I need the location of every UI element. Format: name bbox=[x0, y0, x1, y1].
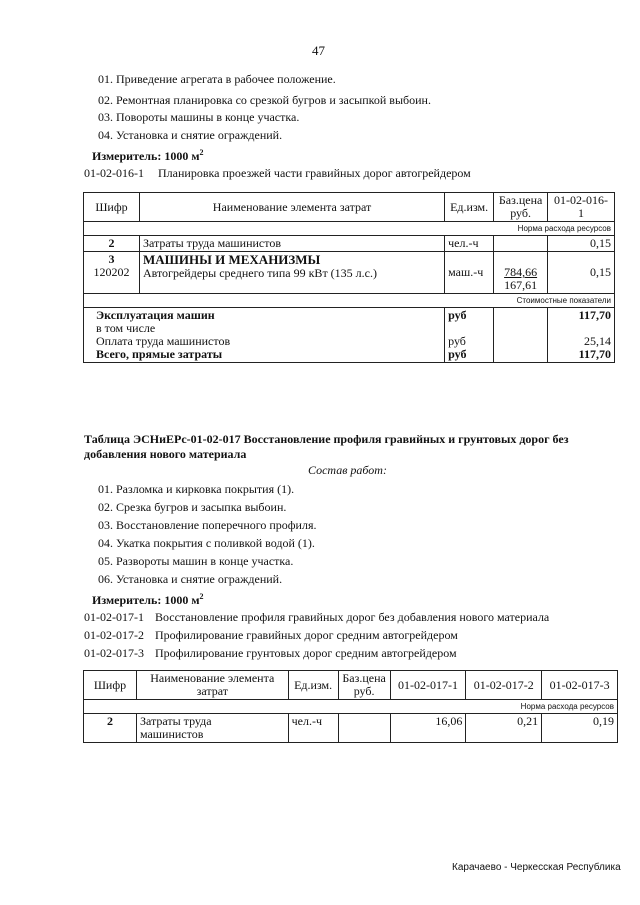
row-code: 2 bbox=[84, 236, 140, 252]
work-step-1: 01. Разломка и кирковка покрытия (1). bbox=[98, 482, 295, 496]
header-code: Шифр bbox=[84, 671, 137, 700]
header-price: Баз.цена руб. bbox=[494, 193, 548, 222]
row-value-017-2: 0,21 bbox=[466, 714, 542, 743]
header-price: Баз.цена руб. bbox=[338, 671, 390, 700]
work-step-3: 03. Восстановление поперечного профиля. bbox=[98, 518, 317, 532]
cost-price bbox=[494, 308, 548, 363]
row-name: Затраты труда машинистов bbox=[136, 714, 288, 743]
row-unit: маш.-ч bbox=[445, 252, 494, 294]
item-code-016: 01-02-016-1 bbox=[84, 166, 144, 180]
row-unit: чел.-ч bbox=[445, 236, 494, 252]
row-name: Затраты труда машинистов bbox=[139, 236, 444, 252]
item-name-017-3: Профилирование грунтовых дорог средним автогрейдером bbox=[155, 646, 457, 660]
table-title-line2: добавления нового материала bbox=[84, 447, 247, 461]
measure-unit-2: Измеритель: 1000 $м^2$ bbox=[92, 592, 204, 607]
item-code-017-1: 01-02-017-1 bbox=[84, 610, 144, 624]
header-code: Шифр bbox=[84, 193, 140, 222]
cost-unit: руб руб руб bbox=[445, 308, 494, 363]
work-step-1: 01. Приведение агрегата в рабочее положение. bbox=[98, 72, 336, 86]
norm-label: Норма расхода ресурсов bbox=[84, 222, 615, 236]
cost-name: Эксплуатация машин в том числе Оплата труда машинистов Всего, прямые затраты bbox=[84, 308, 445, 363]
header-col-017-3: 01-02-017-3 bbox=[542, 671, 618, 700]
norm-label: Норма расхода ресурсов bbox=[84, 700, 618, 714]
header-unit: Ед.изм. bbox=[288, 671, 338, 700]
measure-unit-1: Измеритель: 1000 $м^2$ bbox=[92, 148, 204, 163]
row-value-017-3: 0,19 bbox=[542, 714, 618, 743]
header-name: Наименование элемента затрат bbox=[139, 193, 444, 222]
row-value: 0,15 bbox=[548, 236, 615, 252]
item-code-017-2: 01-02-017-2 bbox=[84, 628, 144, 642]
row-value: 0,15 bbox=[548, 252, 615, 294]
page-number: 47 bbox=[312, 43, 325, 58]
work-step-4: 04. Установка и снятие ограждений. bbox=[98, 128, 283, 142]
header-col-017-1: 01-02-017-1 bbox=[390, 671, 466, 700]
header-col-017-2: 01-02-017-2 bbox=[466, 671, 542, 700]
work-step-2: 02. Ремонтная планировка со срезкой бугров и засыпкой выбоин. bbox=[98, 93, 431, 107]
cost-value: 117,70 25,14 117,70 bbox=[548, 308, 615, 363]
row-price bbox=[494, 236, 548, 252]
work-step-4: 04. Укатка покрытия с поливкой водой (1). bbox=[98, 536, 315, 550]
item-name-017-1: Восстановление профиля гравийных дорог без добавления нового материала bbox=[155, 610, 550, 624]
header-col-016-1: 01-02-016-1 bbox=[548, 193, 615, 222]
work-step-2: 02. Срезка бугров и засыпка выбоин. bbox=[98, 500, 287, 514]
row-code: 2 bbox=[84, 714, 137, 743]
work-step-5: 05. Развороты машин в конце участка. bbox=[98, 554, 294, 568]
item-name-017-2: Профилирование гравийных дорог средним автогрейдером bbox=[155, 628, 458, 642]
work-step-6: 06. Установка и снятие ограждений. bbox=[98, 572, 283, 586]
header-name: Наименование элемента затрат bbox=[136, 671, 288, 700]
work-step-3: 03. Повороты машины в конце участка. bbox=[98, 110, 300, 124]
item-code-017-3: 01-02-017-3 bbox=[84, 646, 144, 660]
header-unit: Ед.изм. bbox=[445, 193, 494, 222]
cost-label: Стоимостные показатели bbox=[84, 294, 615, 308]
footer-region: Карачаево - Черкесская Республика bbox=[452, 862, 621, 873]
row-value-017-1: 16,06 bbox=[390, 714, 466, 743]
row-code: 3 120202 bbox=[84, 252, 140, 294]
row-price bbox=[338, 714, 390, 743]
resource-table-016 bbox=[83, 192, 615, 363]
works-heading: Состав работ: bbox=[308, 463, 387, 477]
table-title-line1: Таблица ЭСНиЕРс-01-02-017 Восстановление профиля гравийных и грунтовых дорог без bbox=[84, 432, 569, 446]
row-price: 784,66 167,61 bbox=[494, 252, 548, 294]
resource-table-017 bbox=[83, 670, 618, 743]
item-name-016: Планировка проезжей части гравийных дорог автогрейдером bbox=[158, 166, 471, 180]
row-name: МАШИНЫ И МЕХАНИЗМЫ Автогрейдеры среднего типа 99 кВт (135 л.с.) bbox=[139, 252, 444, 294]
row-unit: чел.-ч bbox=[288, 714, 338, 743]
